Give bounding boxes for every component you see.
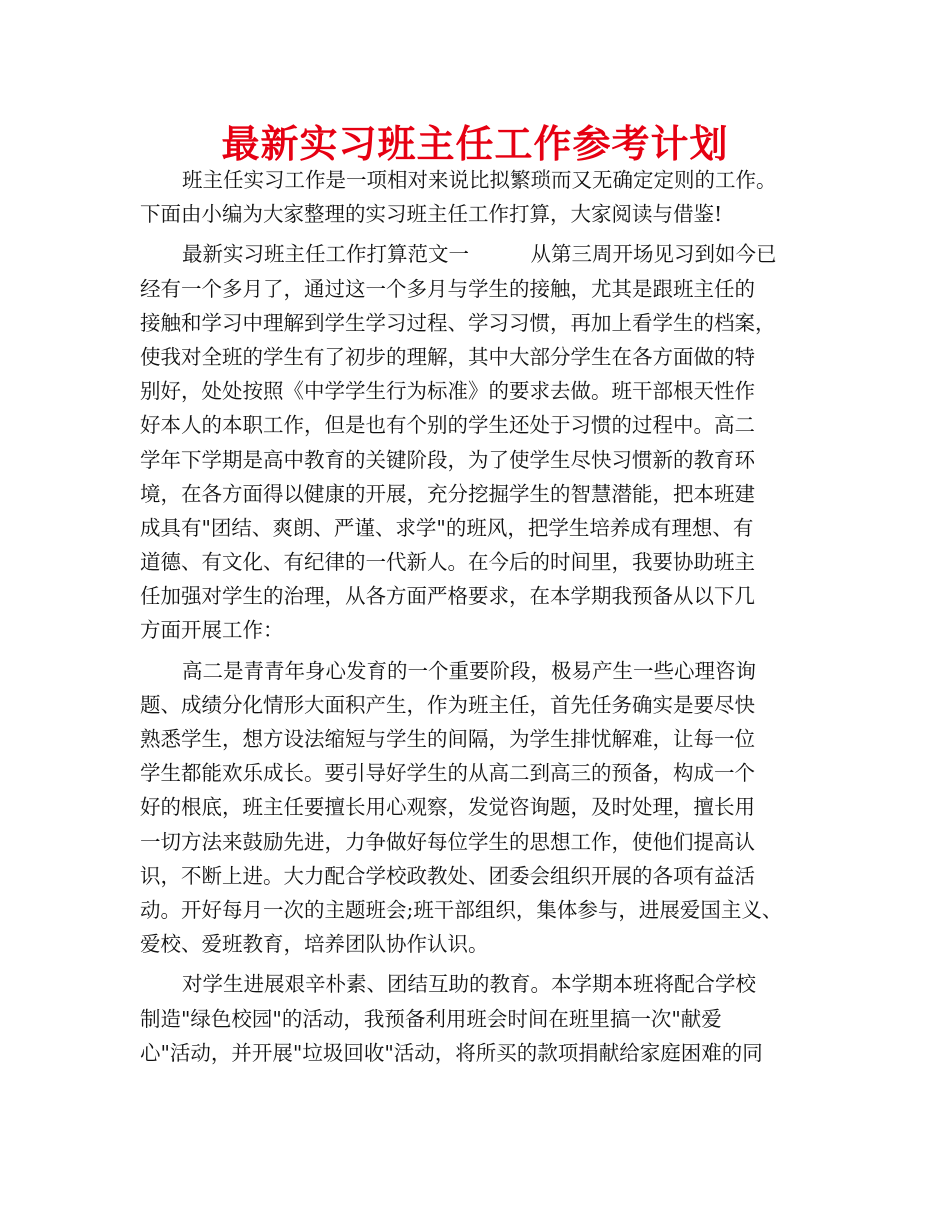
text-line: 一切方法来鼓励先进，力争做好每位学生的思想工作，使他们提高认 xyxy=(140,829,755,854)
paragraph-1 xyxy=(140,163,825,231)
text-line: 下面由小编为大家整理的实习班主任工作打算，大家阅读与借鉴! xyxy=(140,202,723,227)
text-line: 学生都能欢乐成长。要引导好学生的从高二到高三的预备，构成一个 xyxy=(140,761,755,786)
text-line: 高二是青青年身心发育的一个重要阶段，极易产生一些心理咨询 xyxy=(182,658,756,683)
text-line: 班主任实习工作是一项相对来说比拟繁琐而又无确定定则的工作。 xyxy=(182,168,777,192)
text-line: 方面开展工作： xyxy=(140,618,284,643)
text-line: 境，在各方面得以健康的开展，充分挖掘学生的智慧潜能，把本班建 xyxy=(140,481,755,506)
text-line: 识，不断上进。大力配合学校政教处、团委会组织开展的各项有益活 xyxy=(140,863,755,888)
text-line: 接触和学习中理解到学生学习过程、学习习惯，再加上看学生的档案， xyxy=(140,310,776,335)
text-line: 制造"绿色校园"的活动，我预备利用班会时间在班里搞一次"献爱 xyxy=(140,1006,722,1031)
text-line: 任加强对学生的治理，从各方面严格要求，在本学期我预备从以下几 xyxy=(140,584,755,609)
text-line: 成具有"团结、爽朗、严谨、求学"的班风，把学生培养成有理想、有 xyxy=(140,515,754,540)
paragraph-4 xyxy=(140,967,825,1070)
text-line: 好本人的本职工作，但是也有个别的学生还处于习惯的过程中。高二 xyxy=(140,413,755,438)
text-line: 好的根底，班主任要擅长用心观察，发觉咨询题，及时处理，擅长用 xyxy=(140,795,755,820)
text-line: 对学生进展艰辛朴素、团结互助的教育。本学期本班将配合学校 xyxy=(182,972,756,997)
document-title: 最新实习班主任工作参考计划 xyxy=(221,122,729,166)
text-line: 爱校、爱班教育，培养团队协作认识。 xyxy=(140,932,489,957)
text-line: 道德、有文化、有纪律的一代新人。在今后的时间里，我要协助班主 xyxy=(140,550,755,575)
text-line: 经有一个多月了，通过这一个多月与学生的接触，尤其是跟班主任的 xyxy=(140,276,755,301)
text-line: 学年下学期是高中教育的关键阶段，为了使学生尽快习惯新的教育环 xyxy=(140,447,755,472)
text-line: 最新实习班主任工作打算范文一 从第三周开场见习到如今已 xyxy=(182,242,777,267)
paragraph-2 xyxy=(140,237,825,647)
text-line: 动。开好每月一次的主题班会;班干部组织，集体参与，进展爱国主义、 xyxy=(140,897,783,922)
text-line: 使我对全班的学生有了初步的理解，其中大部分学生在各方面做的特 xyxy=(140,344,755,369)
document-body xyxy=(140,163,825,1070)
text-line: 别好，处处按照《中学学生行为标准》的要求去做。班干部根天性作 xyxy=(140,379,755,404)
text-line: 心"活动，并开展"垃圾回收"活动，将所买的款项捐献给家庭困难的同 xyxy=(140,1040,763,1065)
text-line: 熟悉学生，想方设法缩短与学生的间隔，为学生排忧解难，让每一位 xyxy=(140,727,755,751)
text-line: 题、成绩分化情形大面积产生，作为班主任，首先任务确实是要尽快 xyxy=(140,692,755,717)
paragraph-3 xyxy=(140,654,825,962)
